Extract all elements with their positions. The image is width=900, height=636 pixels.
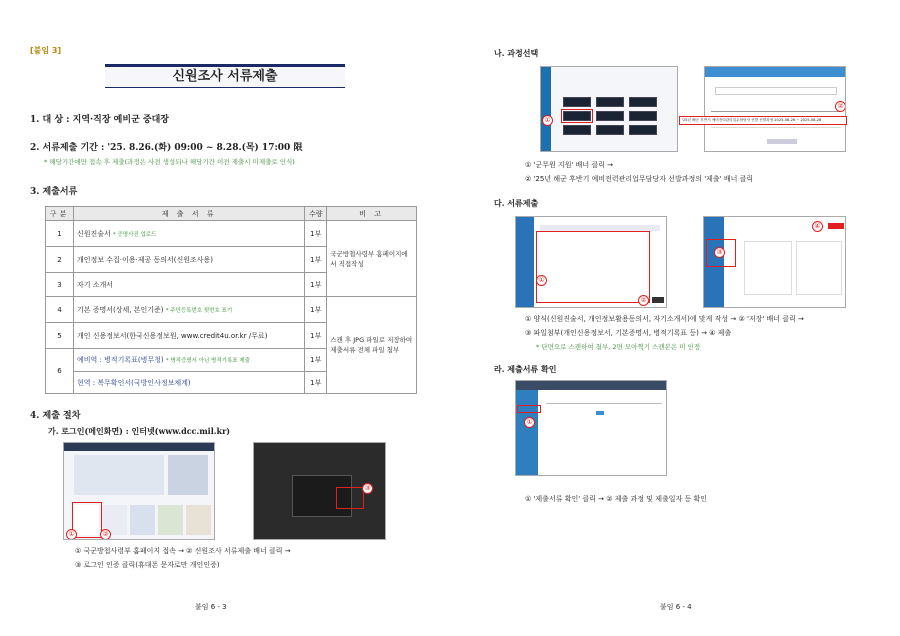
- doc-qty: 1부: [305, 297, 327, 323]
- period-note: * 해당기간에만 접속 후 제출(과정은 사전 생성되나 해당기간 이전 제출시 미제출로 인식): [44, 158, 295, 166]
- highlight-box: [517, 405, 541, 413]
- course-tile: [629, 111, 657, 121]
- row-number: 2: [46, 247, 74, 273]
- section-submit: 다. 서류제출: [494, 198, 539, 208]
- card: [130, 505, 155, 535]
- confirm-screenshot: [515, 380, 667, 476]
- step-marker-1: ①: [542, 115, 553, 126]
- card: [186, 505, 211, 535]
- step-marker-1: ①: [524, 417, 535, 428]
- doc-qty: 1부: [305, 349, 327, 372]
- row-number: 5: [46, 323, 74, 349]
- section-target: 1. 대 상 : 지역·직장 예비군 중대장: [30, 115, 169, 125]
- doc-name: 현역 : 복무확인서(국방인사정보체계): [73, 372, 304, 394]
- page-number: 붙임 6 - 4: [660, 603, 692, 611]
- col-header: 제 출 서 류: [73, 207, 304, 221]
- login-screenshot: [253, 442, 386, 540]
- course-caption-1: ① '군무원 지원' 배너 클릭 →: [525, 161, 613, 169]
- course-list-screenshot: [704, 66, 846, 152]
- pager: [767, 139, 797, 144]
- site-header-bar: [64, 443, 215, 451]
- right-page: [450, 0, 900, 636]
- documents-table: [45, 206, 417, 394]
- doc-cell: [73, 221, 304, 247]
- list-divider: [711, 111, 841, 112]
- site-sidebar: [516, 217, 534, 307]
- procedure-login: 가. 로그인(메인화면) : 인터넷(www.dcc.mil.kr): [48, 426, 231, 436]
- step-marker-2: ②: [638, 295, 649, 306]
- highlight-box: [536, 231, 650, 303]
- course-tile: [596, 111, 624, 121]
- remark-online: 국군방첩사령부 홈페이지에서 직접작성: [327, 221, 417, 297]
- course-tile: [629, 97, 657, 107]
- course-tile: [563, 125, 591, 135]
- doc-qty: 1부: [305, 372, 327, 394]
- row-number: 4: [46, 297, 74, 323]
- course-tile: [596, 97, 624, 107]
- submit-caption-1: ① 양식(신원진술서, 개인정보활용동의서, 자기소개서)에 맞게 작성 → ② '저장' 배너 클릭 →: [525, 315, 804, 323]
- course-tile: [563, 97, 591, 107]
- attachment-label: [붙임 3]: [30, 46, 62, 55]
- site-sidebar: [541, 67, 551, 151]
- course-row-highlight: '25년 해군 후반기 예비전력관리업무담당자 선발 선발과정 2025-08-26 ~ 2025-08-28: [679, 116, 847, 125]
- homepage-screenshot: [63, 442, 215, 540]
- col-header: 수량: [305, 207, 327, 221]
- section-course-select: 나. 과정선택: [494, 48, 539, 58]
- confirm-caption: ① '제출서류 확인' 클릭 → ② 제출 과정 및 제출일자 등 확인: [525, 495, 707, 503]
- upload-area: [796, 241, 842, 295]
- step-marker-4: ④: [812, 221, 823, 232]
- doc-note: * 주민등록번호 뒷번호 표기: [165, 307, 233, 314]
- section-documents: 3. 제출서류: [30, 187, 78, 197]
- step-marker-2: ②: [835, 101, 846, 112]
- submit-caption-2: ③ 파일첨부(개인신용정보서, 기본증명서, 병적기록표 등) → ④ 제출: [525, 329, 732, 337]
- submit-button: [828, 223, 844, 229]
- site-sidebar: [516, 390, 538, 475]
- step-marker-1: ①: [66, 529, 77, 540]
- table-header: [46, 207, 417, 221]
- save-button: [652, 297, 664, 303]
- doc-name: 개인정보 수집·이용·제공 동의서(신원조사용): [73, 247, 304, 273]
- main-banner: [74, 455, 164, 495]
- doc-qty: 1부: [305, 273, 327, 297]
- doc-name: 자기 소개서: [73, 273, 304, 297]
- row-number: 3: [46, 273, 74, 297]
- col-header: 구분: [46, 207, 74, 221]
- doc-name: 기본 증명서(상세, 본인기준): [76, 305, 164, 314]
- page-number: 붙임 6 - 3: [195, 603, 227, 611]
- col-header: 비 고: [327, 207, 417, 221]
- highlight-box: [561, 109, 593, 123]
- course-screenshot: [540, 66, 678, 152]
- step-marker-1: ①: [536, 275, 547, 286]
- step-marker-2: ②: [100, 529, 111, 540]
- section-period: 2. 서류제출 기간 : '25. 8.26.(화) 09:00 ~ 8.28.(목) 17:00 限: [30, 143, 303, 153]
- side-banner: [168, 455, 208, 495]
- doc-name: 예비역 : 병적기록표(병무청): [76, 356, 164, 364]
- procedure-caption-1: ① 국군방첩사령부 홈페이지 접속 → ② 신원조사 서류제출 배너 클릭 →: [75, 547, 291, 555]
- course-tile: [629, 125, 657, 135]
- course-tile: [596, 125, 624, 135]
- remark-scan: 스캔 후 JPG 파일로 저장하여 제출서류 전체 파일 첨부: [327, 297, 417, 394]
- list-divider: [711, 127, 841, 128]
- table-row: [46, 221, 417, 247]
- row-number: 1: [46, 221, 74, 247]
- row-number: 6: [46, 349, 74, 394]
- status-marker: [596, 411, 604, 415]
- section-confirm: 라. 제출서류 확인: [494, 364, 557, 374]
- step-marker-3: ③: [362, 483, 373, 494]
- form-screenshot: [515, 216, 667, 308]
- highlight-box: [336, 487, 364, 509]
- list-header-bar: [705, 67, 846, 77]
- doc-cell: [73, 349, 304, 372]
- upload-screenshot: [703, 216, 846, 308]
- doc-name: 개인 신용정보서(한국신용정보원, www.credit4u.or.kr /무료): [73, 323, 304, 349]
- course-caption-2: ② '25년 해군 후반기 예비전력관리업무담당자 선발과정의 '제출' 배너 클릭: [525, 175, 754, 183]
- doc-cell: [73, 297, 304, 323]
- doc-note: * 증명사진 업로드: [113, 231, 157, 238]
- list-divider: [546, 403, 662, 404]
- step-marker-3: ③: [714, 247, 725, 258]
- upload-area: [744, 241, 792, 295]
- search-box: [715, 87, 837, 95]
- procedure-caption-2: ③ 로그인 인증 클릭(휴대폰 문자로만 개인인증): [75, 561, 220, 569]
- page-title: 신원조사 서류제출: [105, 64, 345, 88]
- submit-note: * 단면으로 스캔하여 첨부, 2면 모아찍기 스캔본은 미 인정: [536, 343, 701, 351]
- site-header-bar: [516, 381, 667, 390]
- doc-name: 신원진술서: [76, 229, 111, 238]
- doc-qty: 1부: [305, 323, 327, 349]
- doc-qty: 1부: [305, 247, 327, 273]
- section-procedure: 4. 제출 절차: [30, 411, 81, 421]
- card: [158, 505, 183, 535]
- doc-qty: 1부: [305, 221, 327, 247]
- doc-note: * 병적증명서 아닌 병적기록표 제출: [165, 358, 250, 364]
- table-row: [46, 297, 417, 323]
